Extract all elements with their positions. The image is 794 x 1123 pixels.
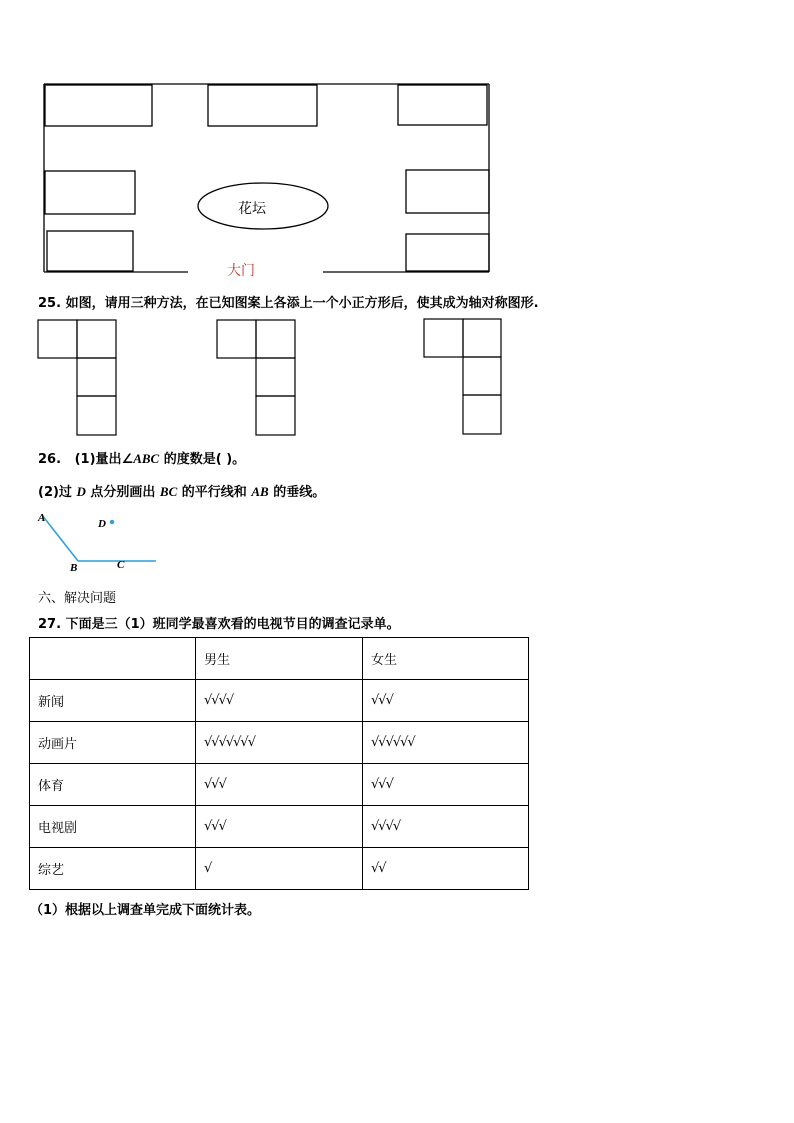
q25-text: 如图，请用三种方法，在已知图案上各添上一个小正方形后，使其成为轴对称图形. [65, 296, 539, 311]
ray-ba [42, 515, 78, 561]
building-top-left [45, 85, 152, 126]
table-row [30, 764, 529, 806]
section-6-title: 六、解决问题 [38, 591, 117, 606]
q27-text: 下面是三（1）班同学最喜欢看的电视节目的调查记录单。 [65, 617, 400, 632]
girls-tally-cell: √√√ [363, 680, 529, 722]
q25-number: 25. [38, 296, 62, 311]
q26-part2-text-b: 点分别画出 [85, 485, 160, 500]
program-cell: 综艺 [30, 848, 196, 890]
q25-line [38, 292, 539, 311]
q26-part1 [38, 448, 245, 467]
campus-map [0, 0, 794, 290]
label-c: C [117, 559, 125, 571]
q27-number: 27. [38, 617, 62, 632]
boys-tally-cell: √√√√√√√ [196, 722, 363, 764]
q26-angle-abc: ABC [133, 451, 160, 466]
q26-part2-text-c: 的平行线和 [177, 485, 252, 500]
girls-tally-cell: √√√ [363, 764, 529, 806]
building-mid-left [45, 171, 135, 214]
q26-segment-bc: BC [159, 484, 178, 499]
boys-tally-cell: √√√√ [196, 680, 363, 722]
survey-table [29, 637, 529, 890]
boys-tally-cell: √√√ [196, 806, 363, 848]
girls-tally-cell: √√√√√√ [363, 722, 529, 764]
header-cell-boys: 男生 [196, 638, 363, 680]
building-bottom-right [406, 234, 489, 271]
q27-sub1: （1）根据以上调查单完成下面统计表。 [30, 903, 261, 918]
q26-part1-text-a: (1)量出∠ [74, 452, 134, 467]
q26-part2-text-d: 的垂线。 [268, 485, 326, 500]
girls-tally-cell: √√√√ [363, 806, 529, 848]
q27-line [38, 613, 400, 632]
flowerbed-label: 花坛 [238, 201, 266, 217]
q26-number: 26. [38, 452, 62, 467]
table-row [30, 680, 529, 722]
label-b: B [70, 562, 78, 574]
boys-tally-cell: √√√ [196, 764, 363, 806]
q25-figure-1 [38, 320, 116, 435]
q25-figure-2 [217, 320, 295, 435]
table-header-row [30, 638, 529, 680]
label-d: D [98, 518, 106, 530]
building-top-right [398, 85, 487, 125]
girls-tally-cell: √√ [363, 848, 529, 890]
table-row [30, 806, 529, 848]
label-a: A [38, 512, 46, 524]
q25-figure-3 [424, 319, 501, 434]
table-row [30, 722, 529, 764]
header-cell [30, 638, 196, 680]
table-row [30, 848, 529, 890]
building-top-middle [208, 85, 317, 126]
program-cell: 动画片 [30, 722, 196, 764]
boys-tally-cell: √ [196, 848, 363, 890]
header-cell-girls: 女生 [363, 638, 529, 680]
program-cell: 体育 [30, 764, 196, 806]
q26-part2 [38, 481, 325, 500]
q26-part2-text-a: (2)过 [38, 485, 77, 500]
gate-label: 大门 [227, 263, 255, 279]
point-d-dot [110, 520, 114, 524]
q26-segment-ab: AB [251, 484, 269, 499]
q26-part1-text-b: 的度数是( )。 [159, 452, 246, 467]
program-cell: 新闻 [30, 680, 196, 722]
building-bottom-left [47, 231, 133, 271]
q25-figures [0, 310, 794, 445]
q26-angle-figure [0, 505, 200, 580]
building-mid-right [406, 170, 489, 213]
program-cell: 电视剧 [30, 806, 196, 848]
q26-point-d: D [76, 484, 86, 499]
